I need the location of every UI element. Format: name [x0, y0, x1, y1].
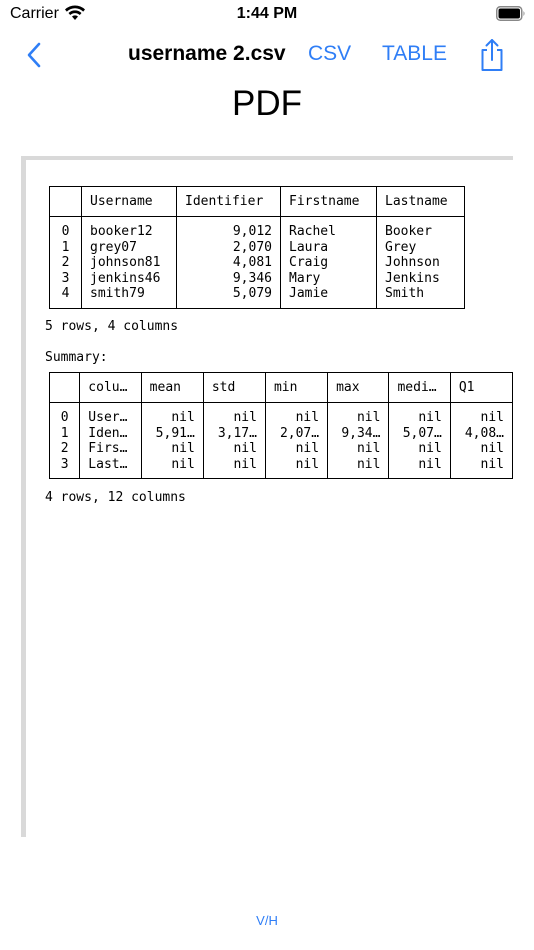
identifier-column: 9,012 2,070 4,081 9,346 5,079: [177, 217, 281, 309]
summary-table: [49, 372, 513, 479]
pdf-heading: PDF: [232, 84, 302, 123]
header-cell: max: [328, 373, 389, 403]
table-button[interactable]: TABLE: [382, 42, 447, 65]
min-column: nil 2,07… nil nil: [265, 403, 327, 479]
header-cell: medi…: [389, 373, 450, 403]
median-column: nil 5,07… nil nil: [389, 403, 450, 479]
table-body: [50, 403, 513, 479]
table-size-note: 5 rows, 4 columns: [45, 319, 179, 334]
table-size-note: 4 rows, 12 columns: [45, 490, 186, 505]
chevron-left-icon[interactable]: [22, 40, 48, 70]
navigation-bar: [0, 34, 534, 76]
header-cell: mean: [141, 373, 203, 403]
std-column: nil 3,17… nil nil: [203, 403, 265, 479]
header-cell: colu…: [80, 373, 141, 403]
pdf-document[interactable]: [21, 156, 513, 837]
mean-column: nil 5,91… nil nil: [141, 403, 203, 479]
document-shadow: [21, 156, 513, 160]
lastname-column: Booker Grey Johnson Jenkins Smith: [377, 217, 465, 309]
data-table: [49, 186, 465, 309]
max-column: nil 9,34… nil nil: [328, 403, 389, 479]
header-cell: Lastname: [377, 187, 465, 217]
csv-button[interactable]: CSV: [308, 42, 352, 65]
header-cell: [50, 187, 82, 217]
clock: 1:44 PM: [236, 5, 298, 22]
header-cell: min: [265, 373, 327, 403]
header-cell: Identifier: [177, 187, 281, 217]
battery-icon: [496, 6, 526, 21]
status-bar: [0, 0, 534, 30]
index-column: 0 1 2 3 4: [50, 217, 82, 309]
document-shadow: [21, 156, 26, 837]
share-icon[interactable]: [478, 38, 506, 72]
table-body: [50, 217, 465, 309]
table-header-row: [50, 187, 465, 217]
q1-column: nil 4,08… nil nil: [450, 403, 512, 479]
header-cell: Username: [82, 187, 177, 217]
column-name-column: User… Iden… Firs… Last…: [80, 403, 141, 479]
page-title: username 2.csv: [128, 42, 286, 65]
summary-label: Summary:: [45, 350, 108, 365]
index-column: 0 1 2 3: [50, 403, 80, 479]
header-cell: Q1: [450, 373, 512, 403]
username-column: booker12 grey07 johnson81 jenkins46 smith79: [82, 217, 177, 309]
orientation-toggle-button[interactable]: V/H: [256, 913, 278, 928]
carrier-label: Carrier: [10, 5, 59, 22]
header-cell: Firstname: [281, 187, 377, 217]
header-cell: [50, 373, 80, 403]
header-cell: std: [203, 373, 265, 403]
firstname-column: Rachel Laura Craig Mary Jamie: [281, 217, 377, 309]
table-header-row: [50, 373, 513, 403]
